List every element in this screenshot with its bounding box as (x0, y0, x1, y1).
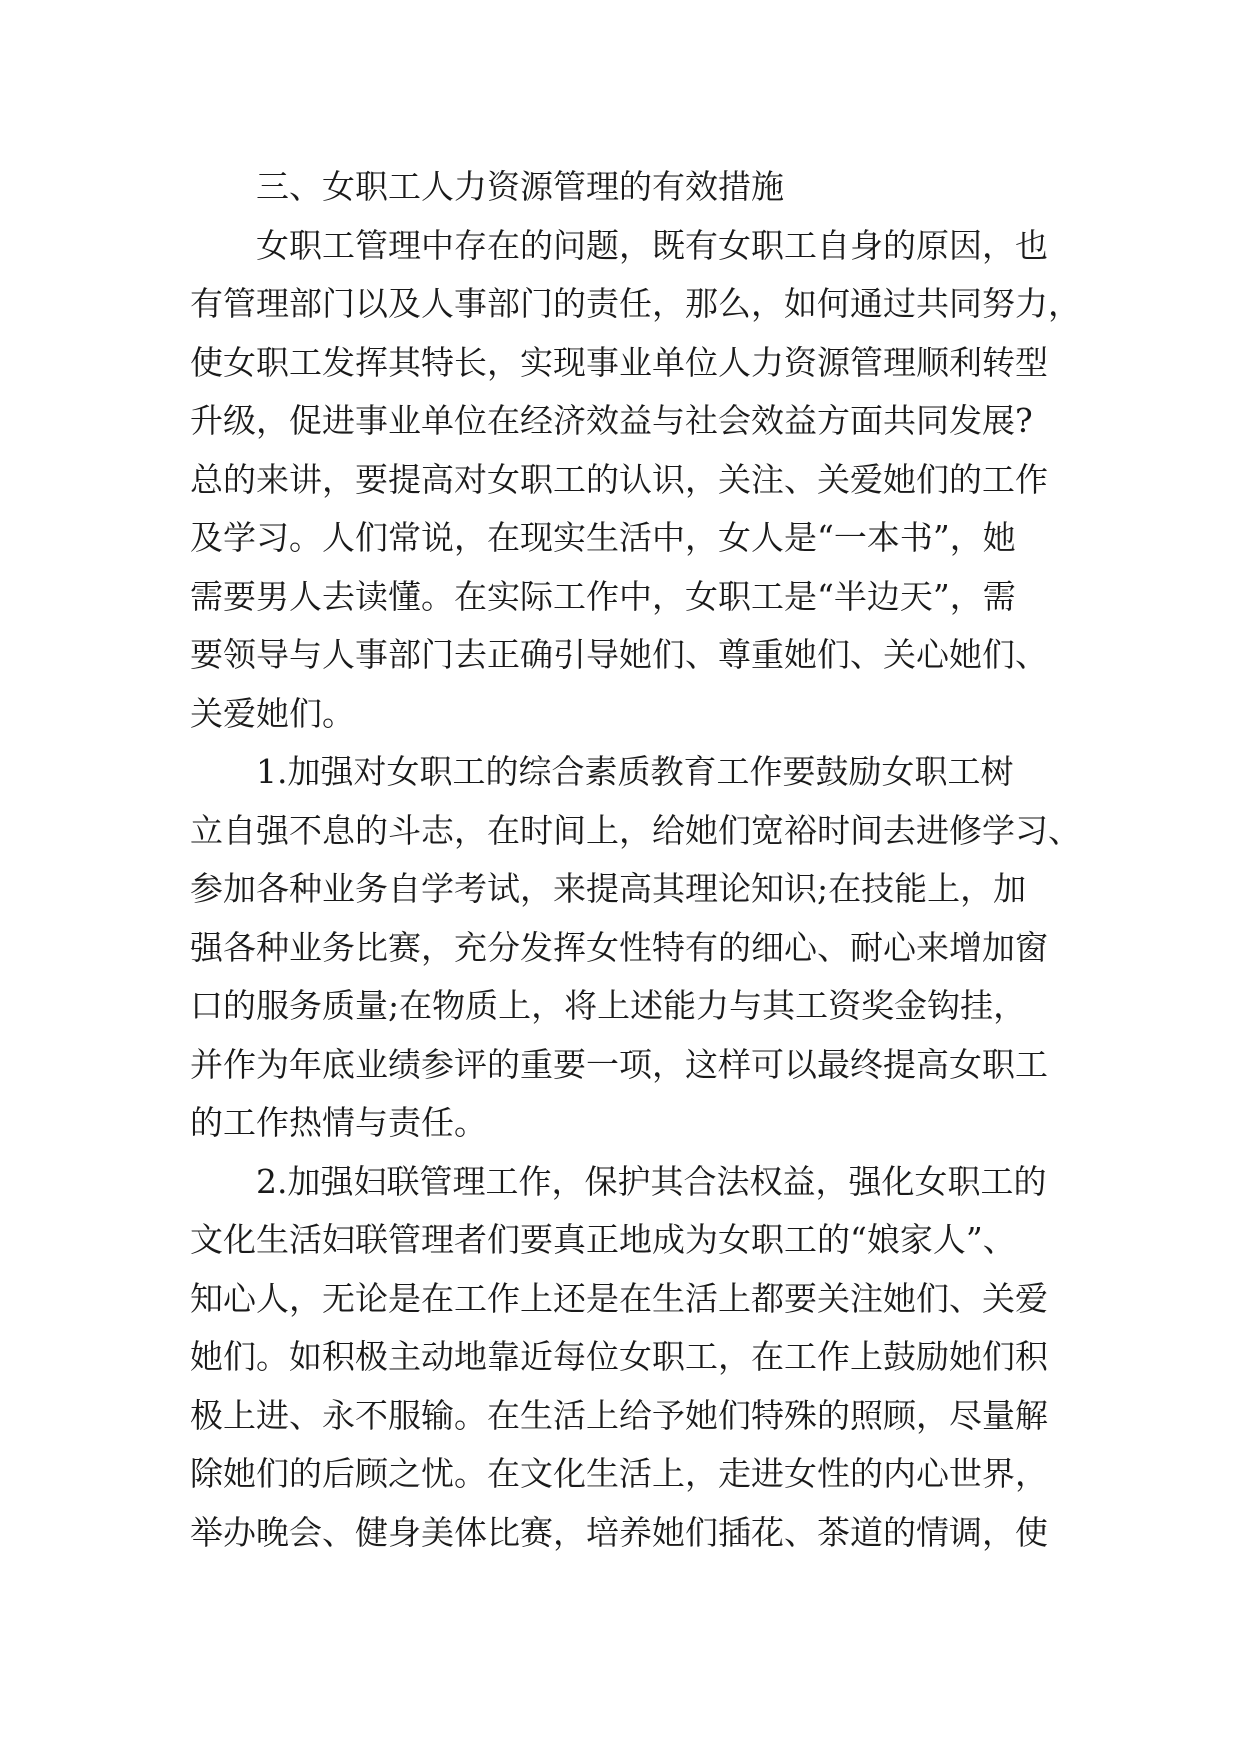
text-line: 她们。如积极主动地靠近每位女职工，在工作上鼓励她们积 (190, 1337, 1048, 1376)
text-line: 极上进、永不服输。在生活上给予她们特殊的照顾，尽量解 (190, 1395, 1048, 1435)
text-line: 的工作热情与责任。 (190, 1103, 487, 1142)
text-line: 需要男人去读懂。在实际工作中，女职工是“半边天”，需 (190, 576, 1016, 616)
document-body (190, 158, 1081, 1562)
text-line: 三、女职工人力资源管理的有效措施 (256, 167, 784, 206)
text-line: 关爱她们。 (190, 693, 355, 733)
text-line: 除她们的后顾之忧。在文化生活上，走进女性的内心世界， (190, 1454, 1048, 1493)
text-line: 知心人，无论是在工作上还是在生活上都要关注她们、关爱 (190, 1278, 1048, 1318)
text-line: 总的来讲，要提高对女职工的认识，关注、关爱她们的工作 (190, 459, 1048, 499)
text-line: 口的服务质量;在物质上，将上述能力与其工资奖金钩挂， (190, 986, 1027, 1025)
text-line: 并作为年底业绩参评的重要一项，这样可以最终提高女职工 (190, 1044, 1048, 1084)
text-line: 升级，促进事业单位在经济效益与社会效益方面共同发展? (190, 401, 1033, 440)
text-line: 有管理部门以及人事部门的责任，那么，如何通过共同努力， (190, 284, 1081, 323)
text-line: 1.加强对女职工的综合素质教育工作要鼓励女职工树 (256, 752, 1014, 791)
text-line: 文化生活妇联管理者们要真正地成为女职工的“娘家人”、 (190, 1220, 1016, 1259)
text-line: 2.加强妇联管理工作，保护其合法权益，强化女职工的 (256, 1161, 1047, 1201)
text-line: 使女职工发挥其特长，实现事业单位人力资源管理顺利转型 (190, 342, 1048, 382)
text-line: 立自强不息的斗志，在时间上，给她们宽裕时间去进修学习、 (190, 810, 1081, 850)
text-line: 要领导与人事部门去正确引导她们、尊重她们、关心她们、 (190, 635, 1048, 674)
text-line: 女职工管理中存在的问题，既有女职工自身的原因，也 (256, 225, 1048, 265)
text-line: 举办晚会、健身美体比赛，培养她们插花、茶道的情调，使 (190, 1512, 1048, 1552)
text-line: 参加各种业务自学考试，来提高其理论知识;在技能上，加 (190, 869, 1027, 908)
text-line: 强各种业务比赛，充分发挥女性特有的细心、耐心来增加窗 (190, 927, 1048, 967)
text-line: 及学习。人们常说，在现实生活中，女人是“一本书”，她 (190, 518, 1016, 557)
